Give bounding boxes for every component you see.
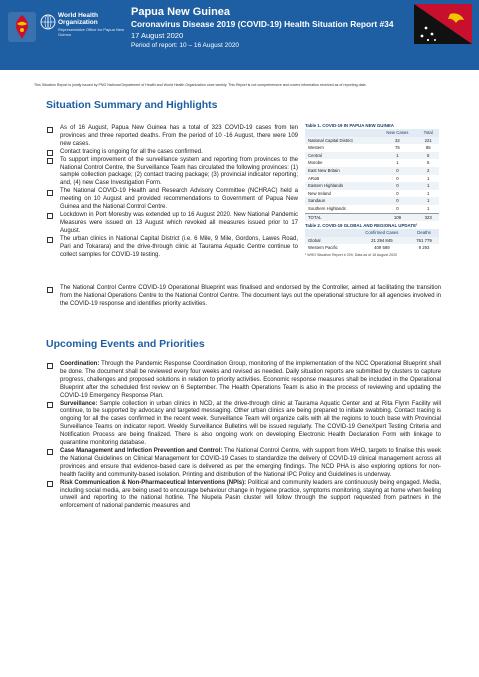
table-cell: 1 (396, 152, 399, 158)
list-item (46, 157, 298, 189)
checkbox-icon (47, 213, 53, 219)
who-logo-icon (40, 14, 56, 30)
list-item (46, 448, 441, 480)
checkbox-icon (47, 127, 53, 133)
table-row (305, 137, 439, 145)
table-header-row (305, 129, 439, 137)
who-wordmark (58, 12, 124, 37)
table-cell: 32 (395, 137, 400, 143)
png-crest-icon (8, 12, 36, 42)
table-cell: Western (308, 145, 324, 151)
report-period: Period of report: 10 – 16 August 2020 (131, 42, 240, 49)
item-lead: Risk Communication & Non-Pharmaceutical Interventions (NPIs): (60, 479, 247, 486)
table-cell: 5 (427, 152, 430, 158)
page-title: Papua New Guinea (131, 6, 231, 18)
table-cell: 9 293 (418, 245, 430, 251)
png-flag-icon (414, 4, 472, 44)
table-cell: 409 589 (374, 245, 390, 251)
list-item (46, 361, 441, 401)
situation-item-4: The National COVID-19 Health and Research Advisory Committee (NCHRAC) held a meeting on 10 August and provided recommendations to Government of Papua New Guinea and the National Control Centre. (60, 188, 298, 211)
table2-footnote: ¹ WHO Situation Report # 209, Data as of 16 August 2020 (305, 252, 398, 257)
column-header (305, 129, 377, 137)
header-text (131, 6, 401, 50)
list-item (46, 401, 441, 448)
list-item (46, 236, 298, 260)
item-lead: Coordination: (60, 361, 100, 367)
logos (6, 10, 126, 50)
table-cell: East New Britain (308, 167, 340, 173)
list-item (46, 212, 298, 236)
list-item (46, 149, 298, 157)
tables-panel (305, 122, 439, 258)
situation-item-6: The urban clinics in National Capital District (i.e. 6 Mile, 9 Mile, Gordons, Lawes Road, Pari and Tokarara) and the drive-through clinic at Taurama Aquatic Centre continue to collect samples for COVID-19 testing. (60, 235, 298, 258)
upcoming-heading: Upcoming Events and Priorities (46, 338, 205, 350)
column-header: Confirmed Cases (365, 230, 399, 236)
column-header: Deaths (417, 230, 431, 236)
table-cell: Western Pacific (308, 245, 338, 251)
situation-item-5: Lockdown in Port Moresby was extended up to 16 August 2020. New National Pandemic Measures were issued on 13 August which revoked all measures issued prior to 17 August. (60, 211, 298, 234)
table-cell: 75 (395, 145, 400, 151)
table-cell: 0 (396, 183, 399, 189)
table-cell: 0 (396, 175, 399, 181)
column-header: New Cases (386, 130, 409, 135)
table-cell: 0 (396, 190, 399, 196)
checkbox-icon (47, 237, 53, 243)
table-row (305, 182, 439, 190)
situation-item-7: The National Control Centre COVID-19 Operational Blueprint was finalised and endorsed by the Controller, aimed at facilitating the transition from the National Operations Centre to the National Control Centre. The document lays out the operational structure for all agencies involved in the COVID-19 response and identifies priority activities. (60, 285, 441, 307)
table-cell: ARoB (308, 175, 320, 181)
table-row (305, 244, 439, 252)
list-item (46, 285, 441, 309)
table-cell: 1 (427, 183, 430, 189)
table1-caption: Table 1. COVID-19 IN PAPUA NEW GUINEA (305, 123, 394, 128)
who-name: World Health Organization (58, 12, 98, 26)
table-cell: TOTAL (305, 213, 377, 221)
table-cell: 761 779 (416, 237, 432, 243)
table-row (305, 205, 439, 213)
table-cell: 0 (396, 198, 399, 204)
table-cell: Southern Highlands (308, 205, 346, 211)
list-item (46, 480, 441, 512)
who-office: Representative Office for Papua New Guinea (58, 27, 124, 37)
checkbox-icon (47, 158, 53, 164)
table-cell: 1 (427, 190, 430, 196)
checkbox-icon (47, 150, 53, 156)
table-global-regional (305, 229, 439, 252)
upcoming-list (46, 361, 441, 511)
table-cell: 323 (417, 213, 439, 221)
table-row (305, 167, 439, 175)
table-row (305, 197, 439, 205)
situation-list-wide (46, 285, 441, 309)
table-cell: 1 (396, 160, 399, 166)
report-subtitle: Coronavirus Disease 2019 (COVID-19) Health Situation Report #34 (131, 19, 394, 29)
list-item (46, 188, 298, 212)
item-lead: Case Management and Infection Prevention and Control: (60, 447, 223, 454)
checkbox-icon (47, 287, 53, 293)
table-cell: 1 (427, 175, 430, 181)
table-row (305, 175, 439, 183)
table-row (305, 152, 439, 160)
table-cell: 21 294 845 (371, 237, 393, 243)
situation-item-2: Contact tracing is ongoing for all the cases confirmed. (60, 148, 203, 155)
table-cell: 0 (396, 205, 399, 211)
report-date: 17 August 2020 (131, 31, 184, 40)
table-cell: 1 (427, 198, 430, 204)
table-cell: 85 (425, 145, 431, 151)
table-row (305, 190, 439, 198)
checkbox-icon (47, 190, 53, 196)
item-text: Sample collection in urban clinics in NCD, at the drive-through clinic at Taurama Aquatic Center and at Rita Flynn Facility will continue, to be supported by advocacy and targeted messaging. Other urban clinics are being prepared to initiate swabbing. Contact tracing is ongoing for all the cases confirmed in the recent week. Surveillance Team will organize calls with all the regions to touch base with Provincial Surveillance Teams on indicator report. Weekly Surveillance Bulletins will be issued regularly. The COVID-19 GeneXpert Testing Criteria and Notification Process are being finalized. There is also ongoing work on developing Electronic Health Declaration Form with linkage to quarantine monitoring database. (60, 400, 441, 447)
disclaimer: This Situation Report is jointly issued by PNG National Department of Health and World Health Organization once weekly. This Report is not comprehensive and covers information received as of reporting date. (34, 83, 367, 87)
situation-item-3: To support improvement of the surveillance system and reporting from provinces to the National Control Centre, the Surveillance Team has circulated the following provinces: (1) sample collection package; (2) contact tracing package; (3) provincial indicator reporting; and, (4) new Case Investigation Form. (60, 156, 298, 187)
item-lead: Surveillance: (60, 400, 98, 407)
table-total-row (305, 213, 439, 221)
checkbox-icon (47, 402, 53, 408)
table-cell: 0 (396, 167, 399, 173)
table-cell: 2 (427, 167, 430, 173)
table-cell: Sandaun (308, 198, 326, 204)
table-cell: New Ireland (308, 190, 331, 196)
checkbox-icon (47, 449, 53, 455)
checkbox-icon (47, 481, 53, 487)
table-cell: Eastern Highlands (308, 183, 344, 189)
situation-item-1: As of 16 August, Papua New Guinea has a total of 323 COVID-19 cases from ten provinces and three reported deaths. From the period of 10 -16 August, there were 109 new cases. (60, 125, 298, 147)
report-header (0, 0, 479, 70)
item-text: Political and community leaders are continuously being engaged. Media, including social media, are being used to encourage behaviour change in hygiene practice, symptoms monitoring, staying at home when feeling unwell and reporting to the national hotline. The Niupela Pasin cluster will follow through the support requested from partners in the enforcement of national pandemic measures and (60, 479, 441, 510)
checkbox-icon (47, 363, 53, 369)
column-header: Total (423, 130, 433, 135)
column-header (305, 229, 355, 237)
situation-heading: Situation Summary and Highlights (46, 99, 218, 111)
table-cell: 5 (427, 160, 430, 166)
table2-caption: Table 2. COVID-19 GLOBAL AND REGIONAL UPDATE¹ (305, 223, 418, 229)
item-text: Through the Pandemic Response Coordination Group, monitoring of the implementation of the NCC Operational Blueprint shall be done. The document shall be reviewed every four weeks and revised as needed. Daily situation reports are submitted by clusters to capture progress, challenges and proposed solutions in relation to priority activities. Economic response measures shall be included in the Operational Blueprint after the scheduled first review on 6 September. The Health Operations Team is also in the process of reviewing and updating the COVID-19 Emergency Response Plan. (60, 361, 441, 399)
table-cell: National Capital District (308, 137, 353, 143)
list-item (46, 125, 298, 149)
table-cell: Morobe (308, 160, 323, 166)
table-cell: 1 (427, 205, 430, 211)
situation-list (46, 125, 298, 259)
table-cell: 221 (424, 137, 432, 143)
table-cases-by-province (305, 129, 439, 221)
table-cell: Global (308, 237, 321, 243)
table-cell: Central (308, 152, 322, 158)
item-text: The National Control Centre, with support from WHO, targets to finalise this week the National Guidelines on Clinical Management for COVID-19 Cases to standardize the delivery of COVID-19 clinical management across all provinces and ensure that evidence-based care is delivered as per the emerging findings. The NCD PHA is also exploring options for non-health facility and community-based isolation. Printing and distribution of the National IPC Policy and Guidelines is underway. (60, 447, 442, 478)
table-cell: 109 (377, 213, 417, 221)
table-row (305, 159, 439, 167)
table-row (305, 237, 439, 245)
table-row (305, 144, 439, 152)
table-header-row (305, 229, 439, 237)
